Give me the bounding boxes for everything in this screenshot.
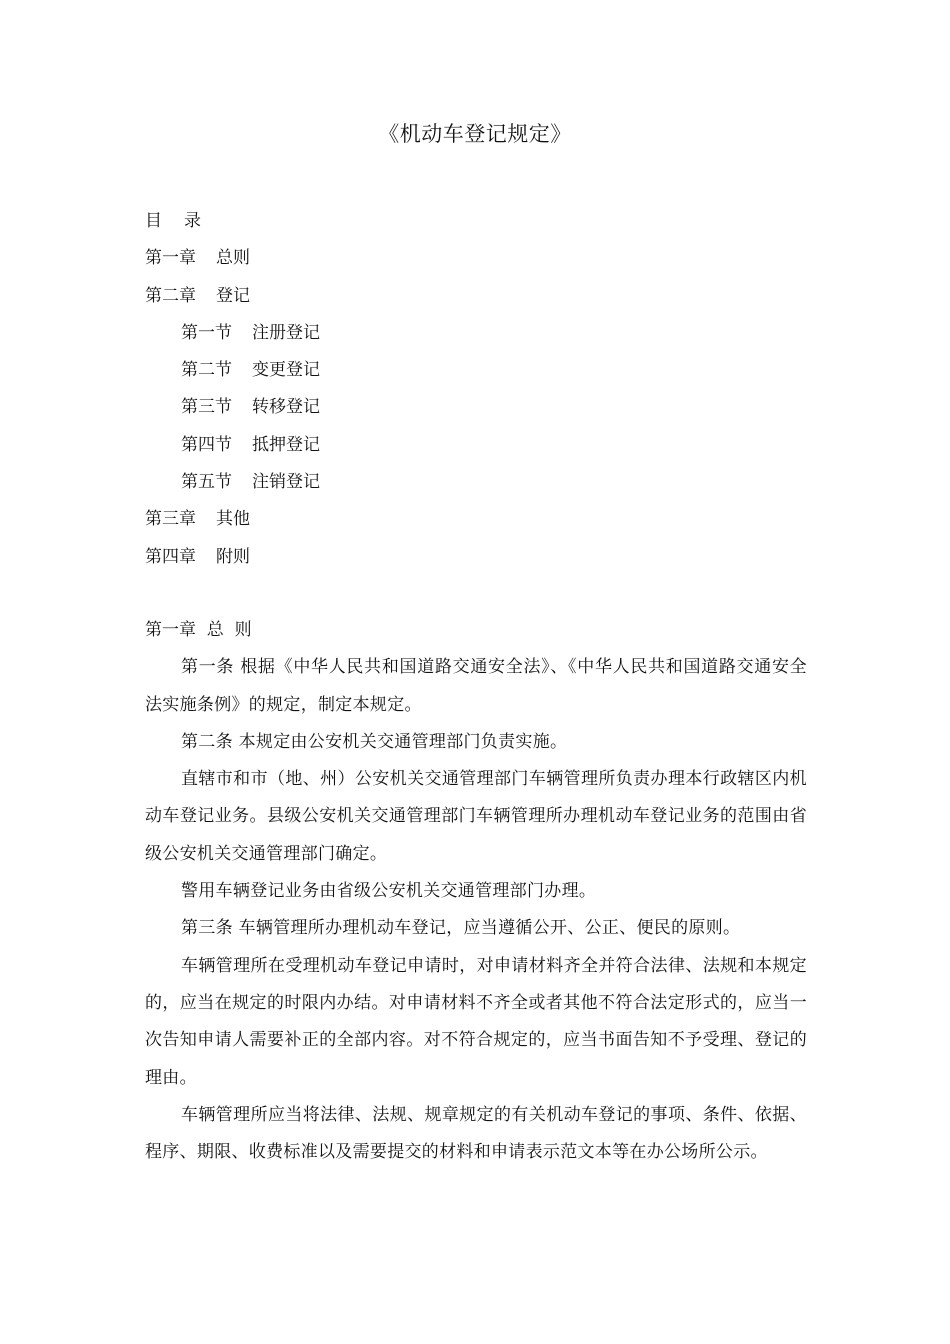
- chapter-heading: 第一章 总 则: [145, 620, 252, 640]
- toc-entry-name: 转移登记: [252, 397, 320, 418]
- toc-entry: [145, 278, 815, 315]
- table-of-contents: [145, 203, 815, 576]
- toc-entry-name: 注册登记: [252, 322, 320, 343]
- toc-entry-number: 第五节: [181, 472, 232, 493]
- toc-entry: [145, 240, 815, 277]
- toc-entry-number: 第四节: [181, 434, 232, 455]
- toc-heading-char-2: 录: [184, 211, 201, 231]
- paragraph: 直辖市和市（地、州）公安机关交通管理部门车辆管理所负责办理本行政辖区内机动车登记业务。县级公安机关交通管理部门车辆管理所办理机动车登记业务的范围由省级公安机关交通管理部门确定。: [145, 769, 807, 864]
- document-body: [145, 612, 807, 1171]
- toc-entry-number: 第一节: [181, 322, 232, 343]
- paragraph: 车辆管理所应当将法律、法规、规章规定的有关机动车登记的事项、条件、依据、程序、期限、收费标准以及需要提交的材料和申请表示范文本等在办公场所公示。: [145, 1104, 807, 1163]
- toc-entry-name: 其他: [216, 509, 250, 530]
- toc-entry-number: 第二节: [181, 360, 232, 381]
- toc-entry-name: 登记: [216, 285, 250, 306]
- document-title: 《机动车登记规定》: [378, 122, 572, 146]
- toc-entry: [145, 501, 815, 538]
- paragraph: 警用车辆登记业务由省级公安机关交通管理部门办理。: [181, 881, 597, 902]
- toc-heading: [145, 203, 815, 240]
- paragraph: 第一条 根据《中华人民共和国道路交通安全法》、《中华人民共和国道路交通安全法实施条例》的规定，制定本规定。: [145, 657, 807, 715]
- toc-entry-number: 第三节: [181, 397, 232, 418]
- toc-subentry: [145, 389, 815, 426]
- paragraph: 车辆管理所在受理机动车登记申请时，对申请材料齐全并符合法律、法规和本规定的，应当在规定的时限内办结。对申请材料不齐全或者其他不符合法定形式的，应当一次告知申请人需要补正的全部内容。对不符合规定的，应当书面告知不予受理、登记的理由。: [145, 955, 807, 1088]
- paragraph: 第三条 车辆管理所办理机动车登记，应当遵循公开、公正、便民的原则。: [181, 918, 741, 939]
- toc-entry-number: 第三章: [145, 509, 196, 530]
- toc-entry-name: 抵押登记: [252, 434, 320, 455]
- toc-subentry: [145, 464, 815, 501]
- toc-subentry: [145, 315, 815, 352]
- toc-subentry: [145, 427, 815, 464]
- toc-entry-name: 变更登记: [252, 360, 320, 381]
- toc-entry-number: 第一章: [145, 248, 196, 269]
- toc-heading-char-1: 目: [145, 211, 162, 231]
- toc-entry: [145, 539, 815, 576]
- toc-subentry: [145, 352, 815, 389]
- toc-entry-number: 第四章: [145, 546, 196, 567]
- toc-entry-name: 附则: [216, 546, 250, 567]
- toc-entry-name: 注销登记: [252, 472, 320, 493]
- toc-entry-name: 总则: [216, 248, 250, 269]
- paragraph: 第二条 本规定由公安机关交通管理部门负责实施。: [181, 731, 568, 752]
- toc-entry-number: 第二章: [145, 285, 196, 306]
